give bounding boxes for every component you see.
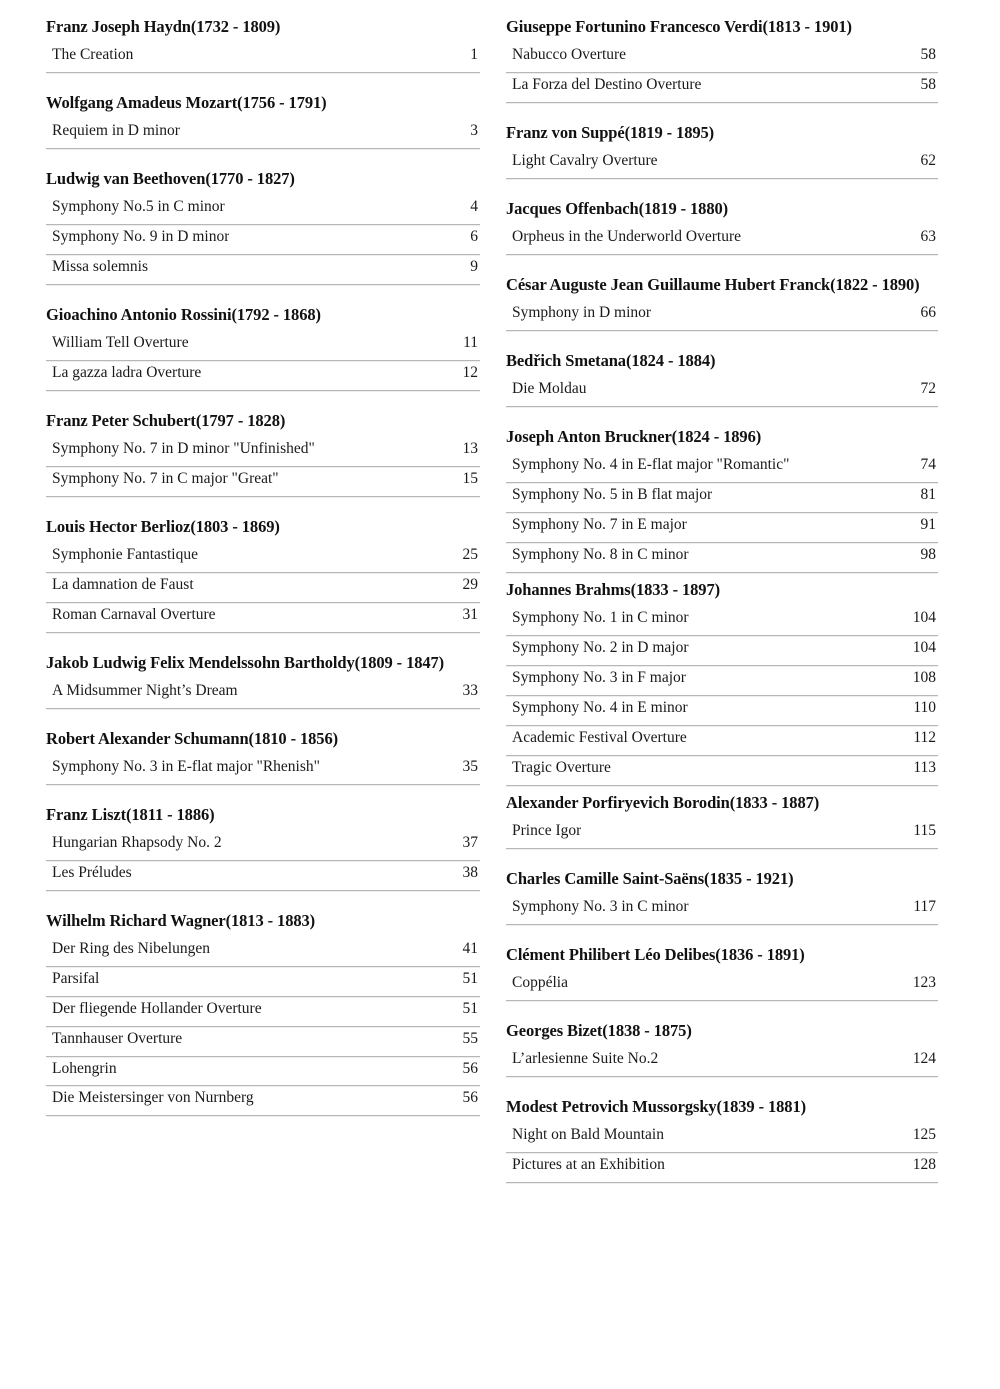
work-list [506,971,938,1001]
toc-entry[interactable] [506,666,938,696]
toc-entry-title: Parsifal [52,969,100,987]
toc-entry[interactable] [46,679,480,709]
work-list [506,1047,938,1077]
work-list [506,895,938,925]
toc-entry-page-number: 108 [912,668,936,686]
toc-entry-title: Lohengrin [52,1059,117,1077]
toc-entry[interactable] [506,606,938,636]
toc-entry-title: Die Meistersinger von Nurnberg [52,1089,254,1107]
composer-group [506,122,938,179]
toc-entry-title: Hungarian Rhapsody No. 2 [52,833,222,851]
toc-entry-page-number: 1 [470,46,478,64]
toc-entry[interactable] [506,483,938,513]
toc-entry-page-number: 124 [912,1049,936,1067]
composer-name: Modest Petrovich Mussorgsky(1839 - 1881) [506,1096,806,1116]
composer-name: Jakob Ludwig Felix Mendelssohn Bartholdy(1809 - 1847) [46,652,445,672]
work-list [506,225,938,255]
toc-entry[interactable] [506,453,938,483]
composer-name: César Auguste Jean Guillaume Hubert Franck(1822 - 1890) [506,275,920,295]
toc-entry-page-number: 58 [920,46,936,64]
toc-entry-page-number: 3 [470,122,478,140]
toc-entry-page-number: 51 [462,969,478,987]
toc-entry-title: La damnation de Faust [52,575,194,593]
toc-entry-page-number: 62 [920,152,936,170]
toc-entry-title: La Forza del Destino Overture [512,76,702,94]
toc-entry-page-number: 128 [912,1155,936,1173]
work-list [506,1123,938,1183]
toc-entry[interactable] [506,73,938,103]
composer-group [46,410,480,497]
toc-entry-title: Symphony No. 1 in C minor [512,608,689,626]
toc-entry-page-number: 81 [920,486,936,504]
toc-entry-title: Tragic Overture [512,758,611,776]
toc-entry-page-number: 115 [913,821,936,839]
toc-entry-title: Night on Bald Mountain [512,1125,664,1143]
toc-entry[interactable] [506,1047,938,1077]
composer-group [46,304,480,391]
work-list [506,377,938,407]
composer-group [46,16,480,73]
toc-entry-title: Tannhauser Overture [52,1029,183,1047]
work-list [46,43,480,73]
toc-entry[interactable] [46,1086,480,1116]
toc-entry[interactable] [46,225,480,255]
toc-entry[interactable] [46,861,480,891]
composer-name: Franz von Suppé(1819 - 1895) [506,122,715,142]
toc-columns [0,16,1000,1183]
composer-group [506,274,938,331]
toc-entry[interactable] [506,819,938,849]
toc-entry-page-number: 31 [462,605,478,623]
toc-entry[interactable] [46,603,480,633]
toc-entry-title: Les Préludes [52,863,132,881]
composer-group [46,168,480,285]
toc-entry-title: Symphony No. 3 in C minor [512,897,689,915]
toc-entry[interactable] [506,895,938,925]
toc-entry-title: Missa solemnis [52,258,149,276]
toc-entry-page-number: 104 [912,638,936,656]
composer-name: Ludwig van Beethoven(1770 - 1827) [46,169,295,189]
toc-entry[interactable] [506,636,938,666]
toc-entry-page-number: 91 [920,516,936,534]
work-list [506,453,938,573]
toc-entry[interactable] [506,225,938,255]
work-list [46,119,480,149]
composer-group [506,426,938,573]
toc-entry[interactable] [506,301,938,331]
toc-entry-title: A Midsummer Night’s Dream [52,681,238,699]
composer-group [506,198,938,255]
toc-entry-title: Prince Igor [512,821,582,839]
toc-entry[interactable] [46,195,480,225]
composer-name: Charles Camille Saint-Saëns(1835 - 1921) [506,868,794,888]
toc-entry[interactable] [46,755,480,785]
work-list [506,606,938,786]
toc-entry-page-number: 56 [462,1059,478,1077]
toc-entry-page-number: 58 [920,76,936,94]
work-list [506,43,938,103]
toc-entry-title: Symphony No. 4 in E-flat major "Romantic" [512,456,790,474]
toc-entry[interactable] [506,971,938,1001]
toc-entry-title: La gazza ladra Overture [52,363,202,381]
composer-group [506,868,938,925]
work-list [46,831,480,891]
toc-entry[interactable] [506,696,938,726]
toc-entry-title: Symphony No. 5 in B flat major [512,486,713,504]
toc-entry-page-number: 29 [462,575,478,593]
work-list [506,301,938,331]
composer-name: Gioachino Antonio Rossini(1792 - 1868) [46,304,321,324]
toc-entry-title: Pictures at an Exhibition [512,1155,665,1173]
toc-entry-title: Symphony No. 3 in F major [512,668,686,686]
composer-name: Wolfgang Amadeus Mozart(1756 - 1791) [46,93,327,113]
toc-entry-title: Symphony No. 9 in D minor [52,228,230,246]
toc-entry[interactable] [506,543,938,573]
work-list [46,543,480,633]
toc-entry-title: Der Ring des Nibelungen [52,939,210,957]
composer-name: Clément Philibert Léo Delibes(1836 - 1891) [506,944,805,964]
toc-entry-title: Orpheus in the Underworld Overture [512,228,741,246]
composer-name: Joseph Anton Bruckner(1824 - 1896) [506,427,762,447]
toc-entry-title: Coppélia [512,973,568,991]
composer-name: Louis Hector Berlioz(1803 - 1869) [46,516,280,536]
toc-entry-title: Der fliegende Hollander Overture [52,999,262,1017]
toc-entry-page-number: 41 [462,939,478,957]
toc-entry-title: Roman Carnaval Overture [52,605,216,623]
toc-entry-title: Light Cavalry Overture [512,152,658,170]
toc-entry-page-number: 117 [913,897,936,915]
toc-entry[interactable] [46,437,480,467]
toc-entry-page-number: 4 [470,198,478,216]
composer-name: Johannes Brahms(1833 - 1897) [506,579,721,599]
toc-entry-title: Symphony No. 4 in E minor [512,698,688,716]
work-list [46,195,480,285]
toc-entry-page-number: 55 [462,1029,478,1047]
composer-name: Franz Peter Schubert(1797 - 1828) [46,410,286,430]
composer-group [506,579,938,786]
toc-entry-page-number: 123 [912,973,936,991]
work-list [46,755,480,785]
toc-entry-title: Requiem in D minor [52,122,180,140]
toc-entry-page-number: 104 [912,608,936,626]
composer-group [46,92,480,149]
composer-name: Giuseppe Fortunino Francesco Verdi(1813 - 1901) [506,17,852,36]
composer-group [506,1096,938,1183]
composer-name: Jacques Offenbach(1819 - 1880) [506,198,729,218]
toc-entry-title: Symphonie Fantastique [52,545,198,563]
composer-name: Franz Joseph Haydn(1732 - 1809) [46,17,281,36]
work-list [46,937,480,1117]
composer-group [506,16,938,103]
toc-entry-title: Symphony No. 2 in D major [512,638,689,656]
toc-entry-page-number: 74 [920,456,936,474]
toc-entry[interactable] [46,967,480,997]
composer-name: Robert Alexander Schumann(1810 - 1856) [46,728,338,748]
toc-entry-page-number: 66 [920,304,936,322]
work-list [506,149,938,179]
toc-entry-page-number: 112 [913,728,936,746]
toc-entry-page-number: 33 [462,681,478,699]
toc-entry-page-number: 38 [462,863,478,881]
toc-entry-title: Academic Festival Overture [512,728,687,746]
toc-entry-page-number: 9 [470,258,478,276]
toc-entry[interactable] [46,119,480,149]
toc-entry-title: Symphony No. 7 in D minor "Unfinished" [52,440,315,457]
toc-entry-page-number: 113 [913,758,936,776]
composer-group [46,804,480,891]
work-list [506,819,938,849]
toc-entry[interactable] [46,43,480,73]
toc-entry[interactable] [46,543,480,573]
composer-group [46,910,480,1117]
composer-name: Bedřich Smetana(1824 - 1884) [506,351,716,371]
toc-entry-title: Symphony No. 7 in C major "Great" [52,469,279,487]
toc-entry-title: L’arlesienne Suite No.2 [512,1049,659,1067]
toc-column-right [500,16,1000,1183]
composer-name: Franz Liszt(1811 - 1886) [46,804,215,824]
work-list [46,437,480,497]
toc-entry-page-number: 37 [462,833,478,851]
toc-entry-title: Symphony No. 8 in C minor [512,545,689,563]
toc-entry-page-number: 12 [462,363,478,381]
toc-entry[interactable] [506,377,938,407]
composer-group [506,944,938,1001]
toc-entry-page-number: 25 [462,545,478,563]
toc-entry[interactable] [506,1153,938,1183]
toc-entry[interactable] [46,331,480,361]
composer-group [46,728,480,785]
toc-entry-page-number: 125 [912,1125,936,1143]
composer-name: Alexander Porfiryevich Borodin(1833 - 1887) [506,792,820,812]
toc-entry[interactable] [46,1027,480,1057]
toc-entry[interactable] [506,513,938,543]
toc-entry-page-number: 63 [920,228,936,246]
toc-entry-title: Nabucco Overture [512,46,627,64]
toc-entry[interactable] [46,997,480,1027]
toc-entry[interactable] [506,149,938,179]
toc-entry-page-number: 51 [462,999,478,1017]
work-list [46,679,480,709]
toc-entry[interactable] [46,573,480,603]
toc-entry[interactable] [46,831,480,861]
toc-entry[interactable] [46,937,480,967]
toc-entry-page-number: 35 [462,757,478,775]
toc-entry-title: William Tell Overture [52,334,189,352]
composer-name: Georges Bizet(1838 - 1875) [506,1020,692,1040]
composer-group [46,652,480,709]
toc-entry[interactable] [46,467,480,497]
toc-entry-title: Symphony in D minor [512,304,652,322]
toc-entry-page-number: 110 [913,698,936,716]
toc-entry[interactable] [46,1057,480,1087]
toc-column-left [0,16,500,1116]
toc-entry-page-number: 98 [920,545,936,563]
toc-entry-page-number: 72 [920,380,936,398]
composer-group [506,792,938,849]
toc-entry[interactable] [46,255,480,285]
toc-entry[interactable] [506,756,938,786]
toc-entry-page-number: 13 [462,440,478,457]
toc-entry[interactable] [506,43,938,73]
composer-group [506,1020,938,1077]
toc-entry-title: Symphony No. 7 in E major [512,516,687,534]
toc-entry-page-number: 56 [462,1089,478,1107]
composer-name: Wilhelm Richard Wagner(1813 - 1883) [46,910,316,930]
toc-entry-title: Die Moldau [512,380,587,398]
toc-entry[interactable] [46,361,480,391]
toc-entry-title: The Creation [52,46,134,64]
toc-entry[interactable] [506,726,938,756]
toc-entry-title: Symphony No.5 in C minor [52,198,225,216]
toc-entry-title: Symphony No. 3 in E-flat major "Rhenish" [52,757,320,775]
composer-group [46,516,480,633]
composer-group [506,350,938,407]
toc-entry[interactable] [506,1123,938,1153]
toc-entry-page-number: 15 [462,469,478,487]
toc-entry-page-number: 6 [470,228,478,246]
toc-entry-page-number: 11 [463,334,478,352]
work-list [46,331,480,391]
